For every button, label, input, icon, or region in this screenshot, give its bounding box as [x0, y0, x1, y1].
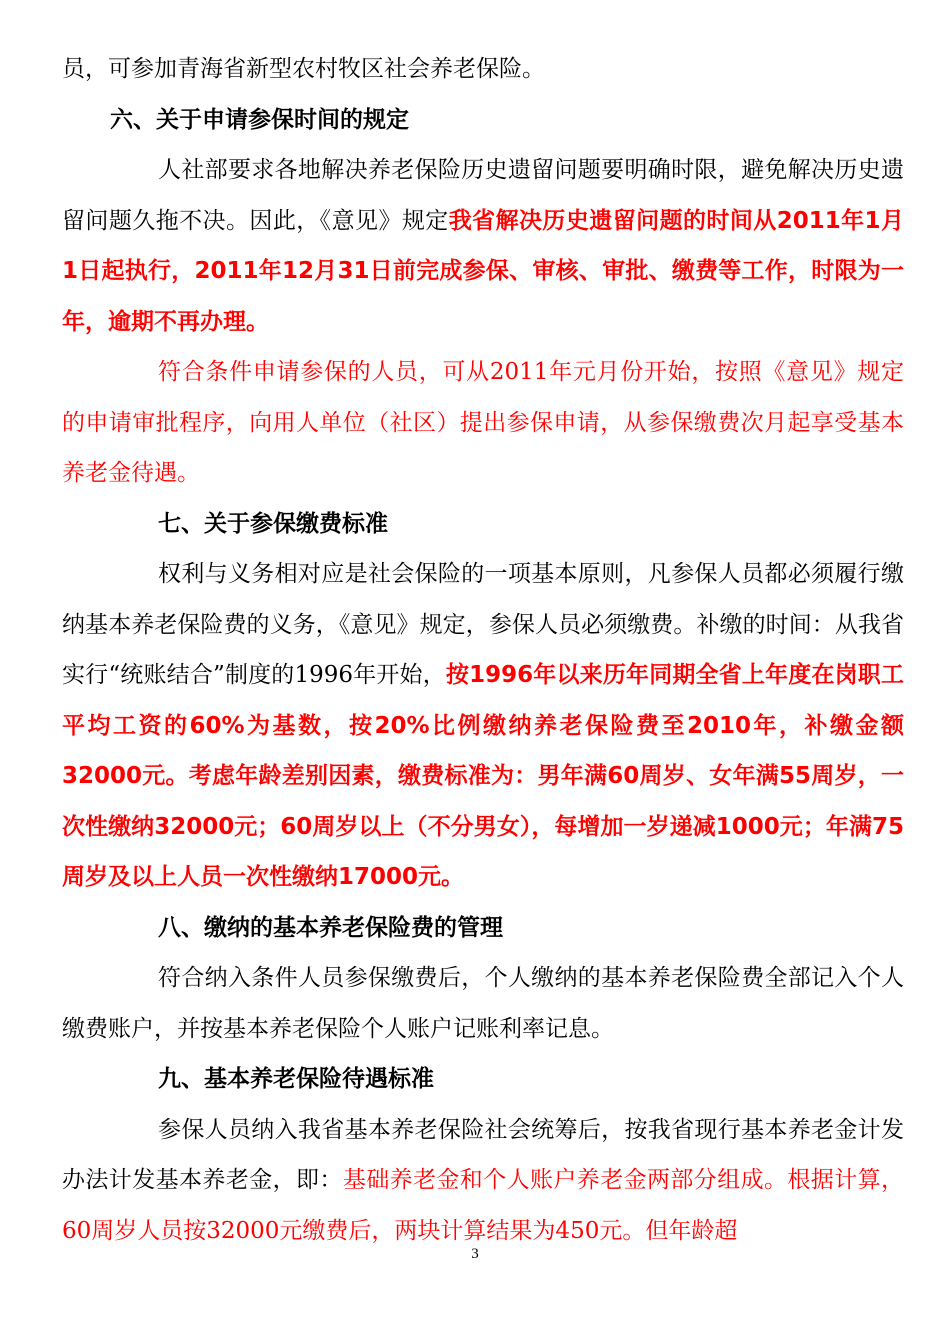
paragraph-text: 参保人员纳入我省基本养老保险社会统筹后，按我省现行基本养老金计发办法计发基本养老金，即： [62, 1116, 904, 1193]
section-heading-6: 六、关于申请参保时间的规定 [110, 106, 409, 133]
emphasis-text: 按1996年以来历年同期全省上年度在岗职工平均工资的60%为基数，按20%比例缴纳养老保险费至2010年，补缴金额32000元。考虑年龄差别因素，缴费标准为：男年满60周岁、女年满55周岁，一次性缴纳32000元；60周岁以上（不分男女），每增加一岁递减1000元；年满75周岁及以上人员一次性缴纳17000元。 [62, 662, 904, 890]
page-number: 3 [471, 1246, 479, 1262]
paragraph-text: 权利与义务相对应是社会保险的一项基本原则，凡参保人员都必须履行缴纳基本养老保险费的义务，《意见》规定，参保人员必须缴费。补缴的时间：从我省实行“统账结合”制度的1996年开始， [62, 561, 904, 688]
paragraph-text: 人社部要求各地解决养老保险历史遗留问题要明确时限，避免解决历史遗留问题久拖不决。因此，《意见》规定 [62, 157, 904, 234]
section-heading-7: 七、关于参保缴费标准 [158, 510, 388, 537]
paragraph-application: 符合条件申请参保的人员，可从2011年元月份开始，按照《意见》规定的申请审批程序，向用人单位（社区）提出参保申请，从参保缴费次月起享受基本养老金待遇。 [62, 359, 904, 486]
document-body [62, 44, 904, 1256]
paragraph-benefits [62, 1105, 904, 1257]
section-heading-9: 九、基本养老保险待遇标准 [158, 1066, 434, 1092]
paragraph-continuation: 员，可参加青海省新型农村牧区社会养老保险。 [62, 56, 545, 82]
paragraph-contribution [62, 549, 904, 903]
section-heading-8: 八、缴纳的基本养老保险费的管理 [158, 914, 503, 941]
paragraph-management: 符合纳入条件人员参保缴费后，个人缴纳的基本养老保险费全部记入个人缴费账户，并按基本养老保险个人账户记账利率记息。 [62, 965, 904, 1042]
emphasis-text: 基础养老金和个人账户养老金两部分组成。根据计算，60周岁人员按32000元缴费后，两块计算结果为450元。但年龄超 [62, 1167, 905, 1244]
emphasis-text: 我省解决历史遗留问题的时间从2011年1月1日起执行，2011年12月31日前完成参保、审核、审批、缴费等工作，时限为一年，逾期不再办理。 [62, 207, 904, 335]
paragraph-time-limit [62, 145, 904, 347]
